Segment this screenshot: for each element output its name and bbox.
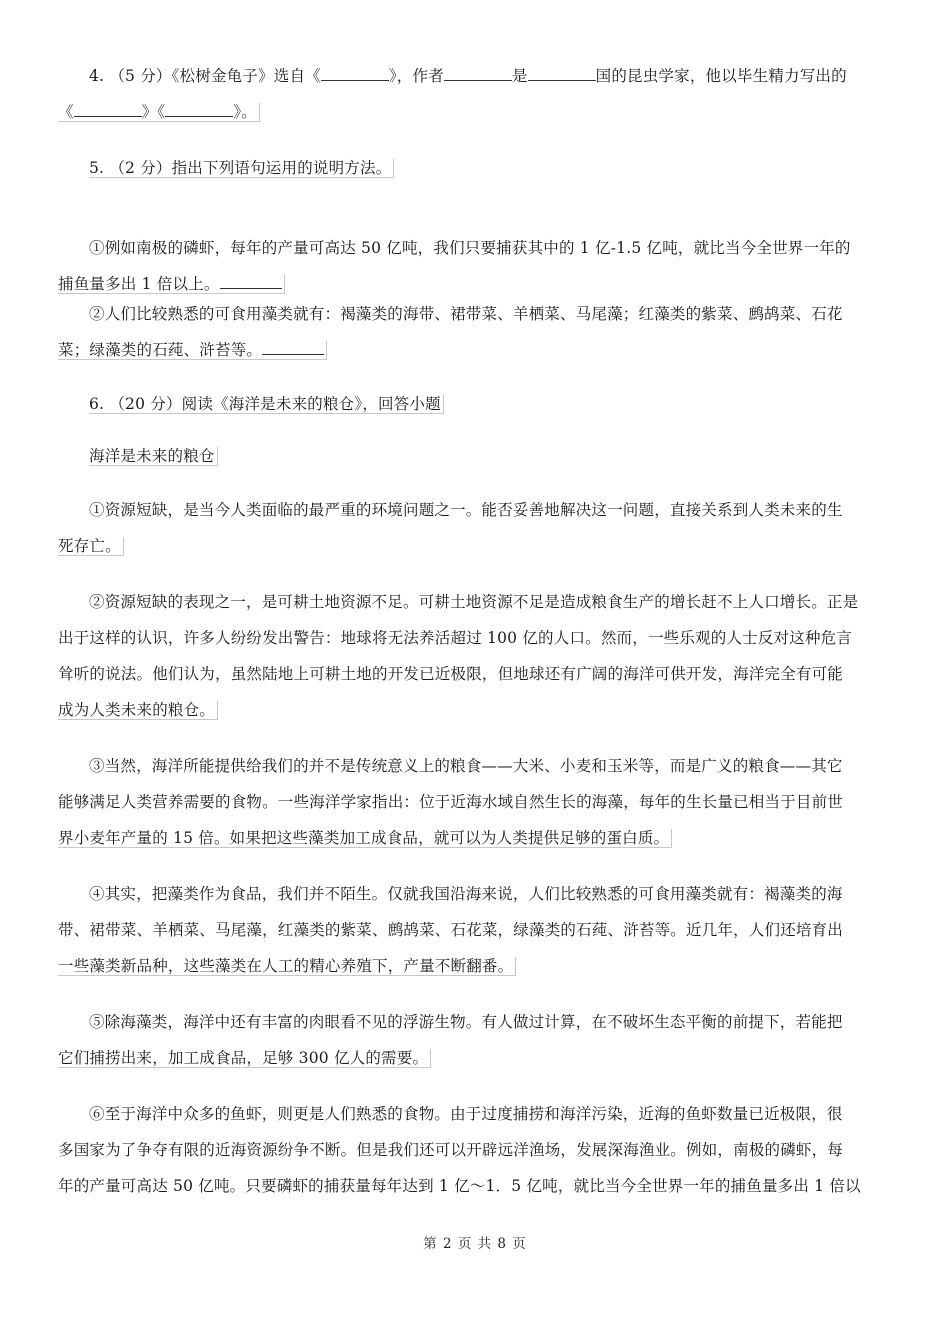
paragraph-line: 它们捕捞出来，加工成食品，足够 300 亿人的需要。 xyxy=(58,1049,431,1068)
q5-title-text: 5. （2 分）指出下列语句运用的说明方法。 xyxy=(89,159,394,178)
article-paragraph-3 xyxy=(58,748,894,856)
paragraph-line: ②资源短缺的表现之一，是可耕土地资源不足。可耕土地资源不足是造成粮食生产的增长赶不上人口增长。正是 xyxy=(89,593,859,611)
q4-text-b: 》，作者 xyxy=(388,67,444,85)
paragraph-line: 界小麦年产量的 15 倍。如果把这些藻类加工成食品，就可以为人类提供足够的蛋白质。 xyxy=(58,829,672,848)
answer-blank[interactable] xyxy=(74,102,142,117)
article-paragraph-4 xyxy=(58,876,894,984)
article-paragraph-6 xyxy=(58,1096,894,1204)
q4-text-g: 》。 xyxy=(233,103,258,121)
q5-item1-line: 捕鱼量多出 1 倍以上。 xyxy=(58,275,220,293)
paragraph-line: 能够满足人类营养需要的食物。一些海洋学家指出：位于近海水域自然生长的海藻，每年的生长量已相当于目前世 xyxy=(58,793,844,811)
q4-text-a: 4. （5 分）《松树金龟子》选自《 xyxy=(89,67,321,85)
answer-blank[interactable] xyxy=(220,274,282,289)
question-5-item-1 xyxy=(58,230,894,302)
q4-text-e: 《 xyxy=(58,103,74,121)
q5-item1-line: ①例如南极的磷虾，每年的产量可高达 50 亿吨，我们只要捕获其中的 1 亿-1.5 亿吨，就比当今全世界一年的 xyxy=(89,239,851,257)
paragraph-line: 带、裙带菜、羊栖菜、马尾藻，红藻类的紫菜、鹧鸪菜、石花菜，绿藻类的石莼、浒苔等。近几年，人们还培育出 xyxy=(58,921,844,939)
paragraph-line: ⑥至于海洋中众多的鱼虾，则更是人们熟悉的食物。由于过度捕捞和海洋污染，近海的鱼虾数量已近极限，很 xyxy=(89,1105,843,1123)
article-title-text: 海洋是未来的粮仓 xyxy=(89,447,218,466)
paragraph-line: 死存亡。 xyxy=(58,537,124,556)
article-paragraph-2 xyxy=(58,584,894,728)
paragraph-line: ④其实，把藻类作为食品，我们并不陌生。仅就我国沿海来说，人们比较熟悉的可食用藻类就有：褐藻类的海 xyxy=(89,885,843,903)
question-6-title xyxy=(58,386,894,422)
article-title xyxy=(58,438,894,474)
q6-title-text: 6. （20 分）阅读《海洋是未来的粮仓》，回答小题 xyxy=(89,395,444,414)
q4-text-c: 是 xyxy=(511,67,528,85)
answer-blank[interactable] xyxy=(444,66,512,81)
article-paragraph-1 xyxy=(58,492,894,564)
answer-blank[interactable] xyxy=(528,66,596,81)
paragraph-line: 一些藻类新品种，这些藻类在人工的精心养殖下，产量不断翻番。 xyxy=(58,957,516,976)
question-5-item-2 xyxy=(58,296,894,368)
paragraph-line: 多国家为了争夺有限的近海资源纷争不断。但是我们还可以开辟远洋渔场，发展深海渔业。例如，南极的磷虾，每 xyxy=(58,1141,844,1159)
q4-text-f: 》《 xyxy=(141,103,166,121)
paragraph-line: 出于这样的认识，许多人纷纷发出警告：地球将无法养活超过 100 亿的人口。然而，一些乐观的人士反对这种危言 xyxy=(58,629,853,647)
answer-blank[interactable] xyxy=(262,340,324,355)
paragraph-line: ①资源短缺，是当今人类面临的最严重的环境问题之一。能否妥善地解决这一问题，直接关系到人类未来的生 xyxy=(89,501,843,519)
page-footer: 第 2 页 共 8 页 xyxy=(423,1236,527,1252)
question-5-title xyxy=(58,150,894,186)
answer-blank[interactable] xyxy=(321,66,389,81)
answer-blank[interactable] xyxy=(165,102,233,117)
question-4 xyxy=(58,58,894,130)
q5-item2-line: ②人们比较熟悉的可食用藻类就有：褐藻类的海带、裙带菜、羊栖菜、马尾藻；红藻类的紫菜、鹧鸪菜、石花 xyxy=(89,305,843,323)
article-paragraph-5 xyxy=(58,1004,894,1076)
q4-text-d: 国的昆虫学家，他以毕生精力写出的 xyxy=(595,67,847,85)
paragraph-line: 耸听的说法。他们认为，虽然陆地上可耕土地的开发已近极限，但地球还有广阔的海洋可供开发，海洋完全有可能 xyxy=(58,665,844,683)
q5-item2-line: 菜；绿藻类的石莼、浒苔等。 xyxy=(58,341,263,359)
paragraph-line: ③当然，海洋所能提供给我们的并不是传统意义上的粮食——大米、小麦和玉米等，而是广义的粮食——其它 xyxy=(89,757,843,775)
paragraph-line: 年的产量可高达 50 亿吨。只要磷虾的捕获量每年达到 1 亿～1．5 亿吨，就比当今全世界一年的捕鱼量多出 1 倍以 xyxy=(58,1177,861,1195)
paragraph-line: 成为人类未来的粮仓。 xyxy=(58,701,218,720)
paragraph-line: ⑤除海藻类，海洋中还有丰富的肉眼看不见的浮游生物。有人做过计算，在不破坏生态平衡的前提下，若能把 xyxy=(89,1013,843,1031)
